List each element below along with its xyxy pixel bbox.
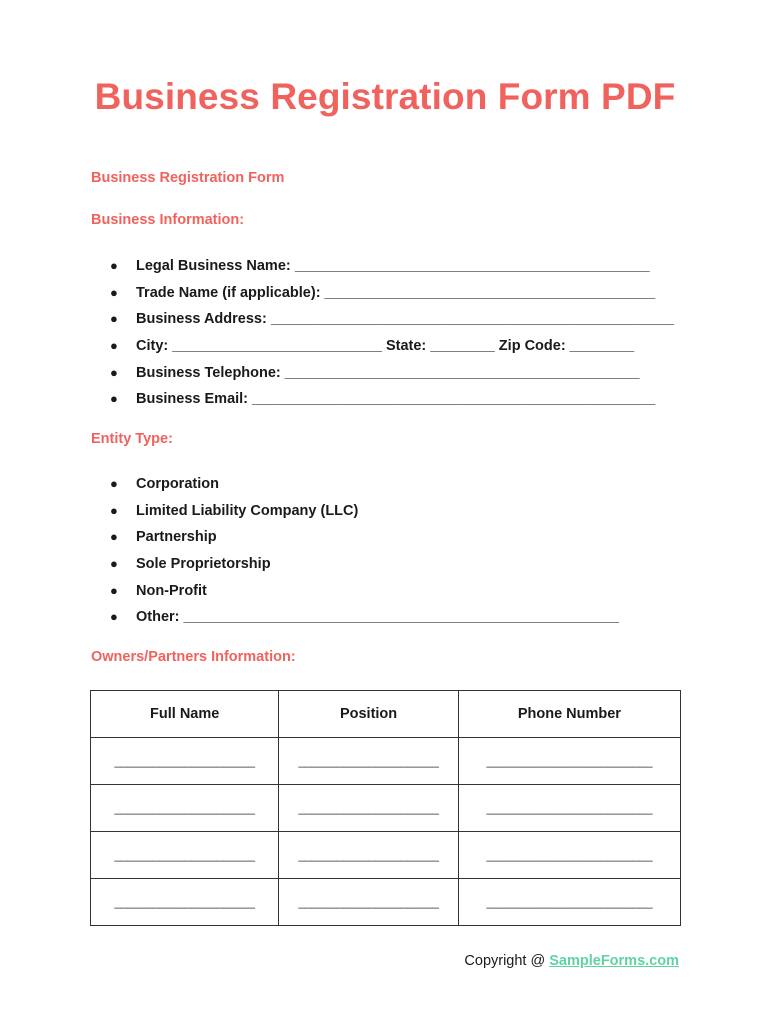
- table-row: [91, 738, 681, 785]
- entity-type-heading: Entity Type:: [91, 431, 173, 447]
- cell-phone-number[interactable]: __________________________: [458, 785, 680, 832]
- table-header-row: [91, 691, 681, 738]
- option-label: Corporation: [136, 476, 219, 492]
- table-row: [91, 785, 681, 832]
- cell-position[interactable]: ______________________: [279, 832, 458, 879]
- cell-phone-number[interactable]: __________________________: [458, 879, 680, 926]
- brand-link[interactable]: SampleForms.com: [549, 953, 679, 969]
- field-label: Business Address: __________________________________________________: [136, 311, 675, 328]
- field-label: City: __________________________ State: ________ Zip Code: ________: [136, 338, 635, 355]
- option-label: Limited Liability Company (LLC): [136, 502, 359, 519]
- bullet-icon: ●: [110, 609, 118, 625]
- field-label: Trade Name (if applicable): _________________________________________: [136, 284, 656, 301]
- bullet-icon: ●: [110, 556, 118, 572]
- bullet-icon: ●: [110, 338, 118, 354]
- option-label: Non-Profit: [136, 582, 207, 599]
- business-info-heading: Business Information:: [91, 212, 245, 228]
- copyright-footer: [464, 953, 679, 969]
- bullet-icon: ●: [110, 284, 118, 300]
- cell-position[interactable]: ______________________: [279, 738, 458, 785]
- field-label: Business Telephone: ____________________________________________: [136, 364, 640, 381]
- form-heading: Business Registration Form: [91, 170, 285, 186]
- option-label: Other: ______________________________________________________: [136, 609, 619, 626]
- bullet-icon: ●: [110, 258, 118, 273]
- bullet-icon: ●: [110, 476, 118, 491]
- cell-full-name[interactable]: ______________________: [91, 879, 279, 926]
- bullet-icon: ●: [110, 582, 118, 598]
- bullet-icon: ●: [110, 502, 118, 518]
- owners-heading: Owners/Partners Information:: [91, 649, 296, 665]
- option-label: Partnership: [136, 529, 217, 546]
- column-header-phone-number: Phone Number: [458, 691, 680, 738]
- cell-position[interactable]: ______________________: [279, 879, 458, 926]
- owners-table: [90, 690, 681, 926]
- cell-phone-number[interactable]: __________________________: [458, 738, 680, 785]
- bullet-icon: ●: [110, 311, 118, 327]
- cell-full-name[interactable]: ______________________: [91, 832, 279, 879]
- page-title: Business Registration Form PDF: [94, 76, 676, 117]
- table-row: [91, 832, 681, 879]
- option-label: Sole Proprietorship: [136, 556, 271, 573]
- cell-position[interactable]: ______________________: [279, 785, 458, 832]
- cell-phone-number[interactable]: __________________________: [458, 832, 680, 879]
- table-row: [91, 879, 681, 926]
- copyright-text: Copyright @: [464, 953, 550, 969]
- column-header-position: Position: [279, 691, 458, 738]
- column-header-full-name: Full Name: [91, 691, 279, 738]
- bullet-icon: ●: [110, 391, 118, 407]
- bullet-icon: ●: [110, 364, 118, 380]
- cell-full-name[interactable]: ______________________: [91, 785, 279, 832]
- field-label: Legal Business Name: ____________________________________________: [136, 258, 650, 274]
- cell-full-name[interactable]: ______________________: [91, 738, 279, 785]
- field-label: Business Email: __________________________________________________: [136, 391, 656, 408]
- bullet-icon: ●: [110, 529, 118, 545]
